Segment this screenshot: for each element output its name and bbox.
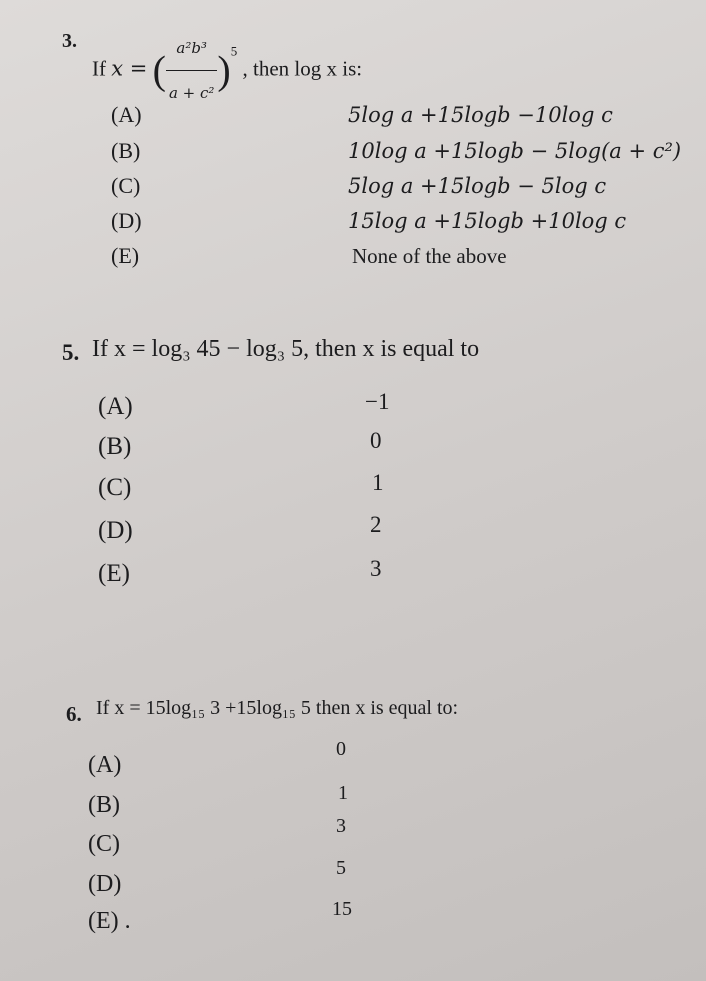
option-label: (E) bbox=[111, 243, 140, 268]
fraction-denominator: a + c² bbox=[168, 84, 215, 102]
option-value: 1 bbox=[338, 782, 348, 804]
option-value: 5log a +15logb − 5log c bbox=[348, 174, 607, 198]
option-label: (E) . bbox=[88, 908, 131, 934]
question-number: 6. bbox=[66, 702, 82, 726]
option-label: (A) bbox=[88, 752, 122, 778]
option-value: 2 bbox=[370, 512, 382, 537]
option-label: (C) bbox=[111, 173, 141, 198]
option-label: (D) bbox=[111, 208, 142, 233]
option-label: (B) bbox=[111, 138, 141, 163]
option-label: (D) bbox=[98, 517, 133, 544]
option-value: 0 bbox=[336, 738, 346, 760]
option-label: (C) bbox=[88, 831, 120, 857]
option-label: (A) bbox=[111, 102, 142, 127]
expression-lhs: x = bbox=[111, 56, 148, 81]
left-paren: ( bbox=[152, 47, 166, 93]
question-prefix: If bbox=[92, 56, 106, 81]
question-stem: If x = log₃ 45 − log₃ 5, then x is equal to bbox=[92, 336, 480, 362]
option-value: 10log a +15logb − 5log(a + c²) bbox=[348, 139, 682, 163]
option-value: 15log a +15logb +10log c bbox=[348, 209, 627, 233]
question-suffix: , then log x is: bbox=[242, 56, 363, 81]
option-label: (B) bbox=[98, 433, 132, 460]
option-label: (C) bbox=[98, 474, 132, 501]
option-value: 5log a +15logb −10log c bbox=[348, 103, 613, 127]
option-label: (D) bbox=[88, 871, 122, 897]
option-value: None of the above bbox=[352, 244, 507, 268]
question-number: 5. bbox=[62, 340, 80, 365]
right-paren: ) bbox=[217, 47, 231, 93]
option-value: 0 bbox=[370, 428, 382, 453]
question-number: 3. bbox=[62, 30, 77, 52]
option-value: 15 bbox=[332, 898, 352, 920]
option-value: 1 bbox=[372, 470, 384, 495]
option-value: 5 bbox=[336, 857, 346, 879]
option-label: (A) bbox=[98, 393, 133, 420]
fraction bbox=[166, 26, 217, 115]
question-stem: If x = 15log₁₅ 3 +15log₁₅ 5 then x is equal to: bbox=[96, 697, 459, 719]
exponent: 5 bbox=[230, 43, 238, 59]
fraction-numerator: a²b³ bbox=[166, 26, 217, 71]
option-value: −1 bbox=[365, 389, 390, 414]
option-label: (E) bbox=[98, 560, 130, 587]
option-value: 3 bbox=[370, 556, 382, 581]
option-label: (B) bbox=[88, 792, 120, 818]
option-value: 3 bbox=[336, 815, 346, 837]
